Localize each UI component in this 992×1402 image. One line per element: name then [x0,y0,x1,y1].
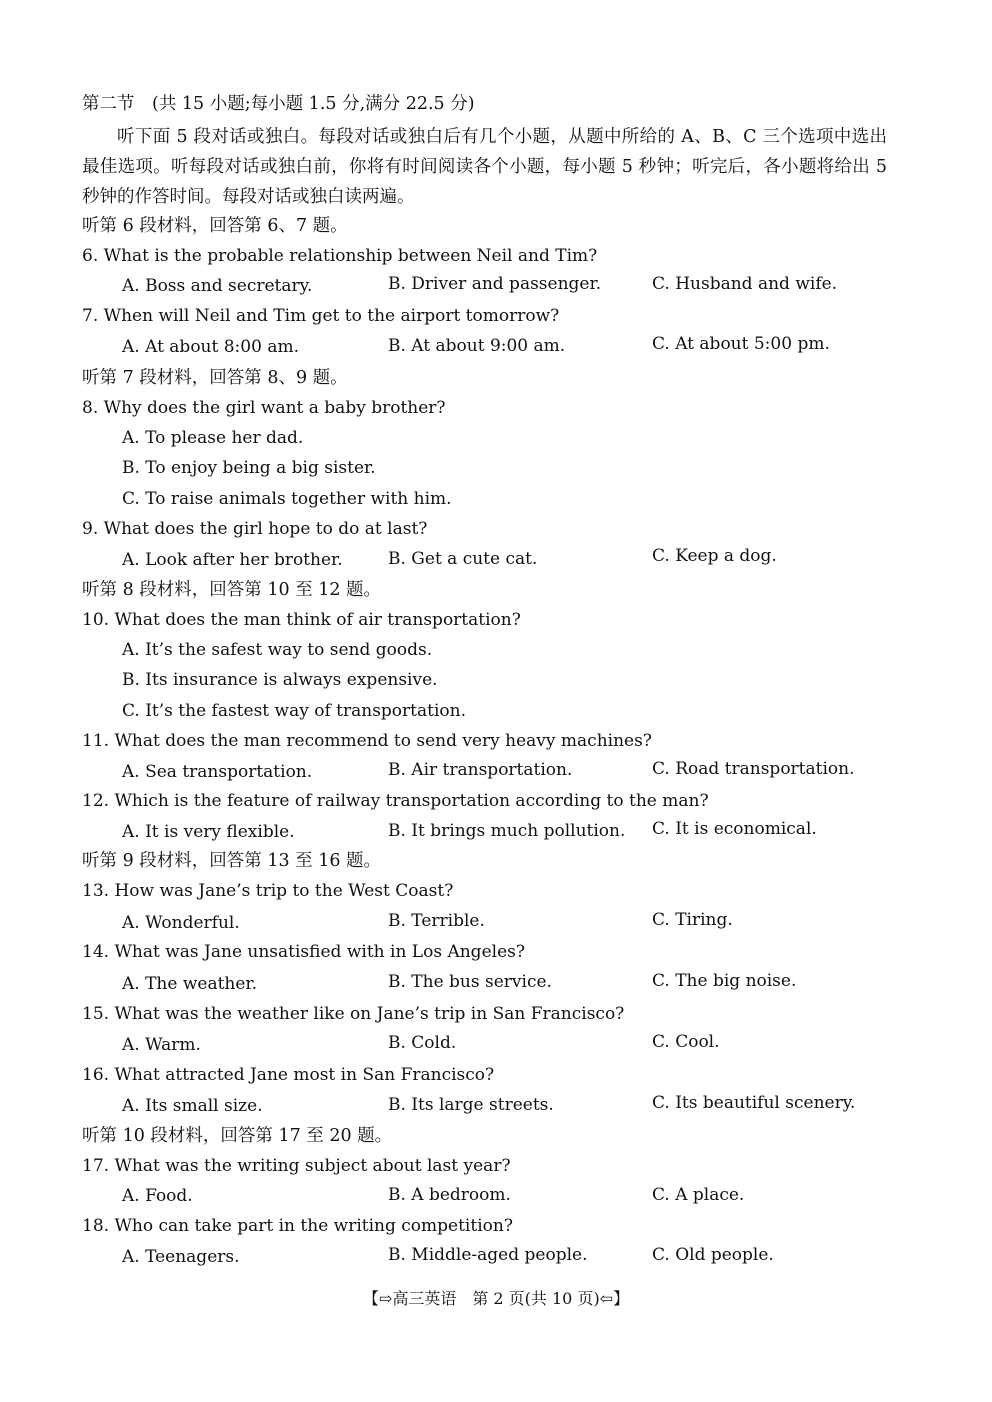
material-heading-10: 听第 10 段材料，回答第 17 至 20 题。 [82,1126,393,1146]
q17-option-c: C. A place. [652,1185,745,1205]
question-10: 10. What does the man think of air transportation? [82,610,521,630]
q8-option-a: A. To please her dad. [122,428,304,448]
q7-option-a: A. At about 8:00 am. [122,337,299,357]
question-18: 18. Who can take part in the writing competition? [82,1216,513,1236]
q6-option-a: A. Boss and secretary. [122,276,313,296]
question-16: 16. What attracted Jane most in San Francisco? [82,1065,495,1085]
q15-option-b: B. Cold. [388,1033,457,1053]
question-6: 6. What is the probable relationship between Neil and Tim? [82,246,598,266]
q8-option-c: C. To raise animals together with him. [122,489,452,509]
question-7: 7. When will Neil and Tim get to the airport tomorrow? [82,306,560,326]
question-8: 8. Why does the girl want a baby brother? [82,398,446,418]
q14-option-a: A. The weather. [122,974,258,994]
q6-option-b: B. Driver and passenger. [388,274,602,294]
q17-option-a: A. Food. [122,1186,193,1206]
q16-option-a: A. Its small size. [122,1096,263,1116]
section-heading: 第二节 (共 15 小题;每小题 1.5 分,满分 22.5 分) [82,94,475,114]
q18-option-b: B. Middle-aged people. [388,1245,588,1265]
question-9: 9. What does the girl hope to do at last? [82,519,428,539]
q10-option-a: A. It’s the safest way to send goods. [122,640,433,660]
q12-option-b: B. It brings much pollution. [388,821,626,841]
q16-option-c: C. Its beautiful scenery. [652,1093,856,1113]
q18-option-a: A. Teenagers. [122,1247,240,1267]
q10-option-b: B. Its insurance is always expensive. [122,670,438,690]
q9-option-b: B. Get a cute cat. [388,549,538,569]
q12-option-a: A. It is very flexible. [122,822,295,842]
material-heading-9: 听第 9 段材料，回答第 13 至 16 题。 [82,851,382,871]
q16-option-b: B. Its large streets. [388,1095,554,1115]
q9-option-a: A. Look after her brother. [122,550,343,570]
q12-option-c: C. It is economical. [652,819,817,839]
section-instructions: 听下面 5 段对话或独白。每段对话或独白后有几个小题，从题中所给的 A、B、C 三个选项中选出最佳选项。听每段对话或独白前，你将有时间阅读各个小题，每小题 5 秒钟；听完后，各小题将给出 5 秒钟的作答时间。每段对话或独白读两遍。 [82,127,887,207]
material-heading-8: 听第 8 段材料，回答第 10 至 12 题。 [82,580,382,600]
q11-option-b: B. Air transportation. [388,760,573,780]
q13-option-a: A. Wonderful. [122,913,240,933]
question-14: 14. What was Jane unsatisfied with in Los Angeles? [82,942,525,962]
material-heading-7: 听第 7 段材料，回答第 8、9 题。 [82,368,348,388]
q11-option-c: C. Road transportation. [652,759,855,779]
material-heading-6: 听第 6 段材料，回答第 6、7 题。 [82,216,348,236]
question-17: 17. What was the writing subject about last year? [82,1156,511,1176]
question-11: 11. What does the man recommend to send very heavy machines? [82,731,652,751]
q15-option-a: A. Warm. [122,1035,201,1055]
q14-option-b: B. The bus service. [388,972,552,992]
q17-option-b: B. A bedroom. [388,1185,511,1205]
q7-option-b: B. At about 9:00 am. [388,336,566,356]
q9-option-c: C. Keep a dog. [652,546,777,566]
q18-option-c: C. Old people. [652,1245,774,1265]
q15-option-c: C. Cool. [652,1032,720,1052]
q7-option-c: C. At about 5:00 pm. [652,334,830,354]
q8-option-b: B. To enjoy being a big sister. [122,458,376,478]
question-15: 15. What was the weather like on Jane’s trip in San Francisco? [82,1004,625,1024]
question-12: 12. Which is the feature of railway transportation according to the man? [82,791,709,811]
question-13: 13. How was Jane’s trip to the West Coast? [82,881,454,901]
q10-option-c: C. It’s the fastest way of transportation. [122,701,466,721]
q11-option-a: A. Sea transportation. [122,762,313,782]
q13-option-c: C. Tiring. [652,910,733,930]
q14-option-c: C. The big noise. [652,971,797,991]
page-footer: 【⇨高三英语 第 2 页(共 10 页)⇦】 [362,1289,630,1308]
q6-option-c: C. Husband and wife. [652,274,838,294]
q13-option-b: B. Terrible. [388,911,485,931]
